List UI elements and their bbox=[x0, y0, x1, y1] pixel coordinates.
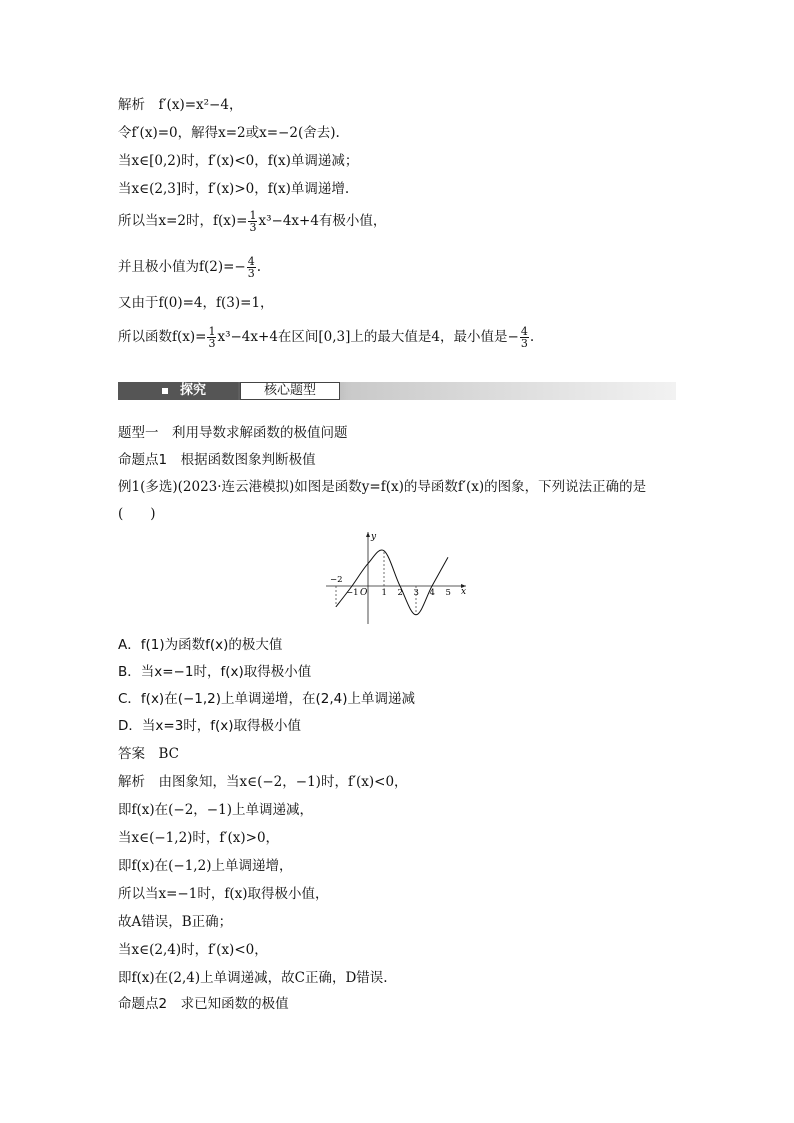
fraction-one-third bbox=[248, 210, 257, 233]
option-b: B．当x=−1时，f(x)取得极小值 bbox=[118, 664, 312, 680]
solution2-line8: 即f(x)在(2,4)上单调递减，故C正确，D错误. bbox=[118, 970, 388, 986]
answer-line: 答案 BC bbox=[118, 746, 180, 762]
solution2-line3: 当x∈(−1,2)时，f′(x)>0， bbox=[118, 830, 280, 846]
tick-labels bbox=[330, 575, 451, 598]
origin-label: O bbox=[360, 588, 368, 598]
point2-title: 命题点2 求已知函数的极值 bbox=[118, 996, 289, 1012]
banner-right-label: 核心题型 bbox=[240, 382, 340, 400]
solution1-line3: 当x∈[0,2)时，f′(x)<0，f(x)单调递减； bbox=[118, 153, 359, 169]
solution1-line2: 令f′(x)=0，解得x=2或x=−2(舍去). bbox=[118, 125, 340, 141]
solution2-line2: 即f(x)在(−2，−1)上单调递减， bbox=[118, 802, 313, 818]
tick-label: 4 bbox=[429, 588, 435, 598]
option-c: C．f(x)在(−1,2)上单调递增，在(2,4)上单调递减 bbox=[118, 691, 416, 707]
fraction-four-thirds bbox=[520, 326, 529, 349]
fraction-numerator: 4 bbox=[520, 325, 528, 338]
example1-line1: 例1(多选)(2023·连云港模拟)如图是函数y=f(x)的导函数f′(x)的图象，下列说法正确的是 bbox=[118, 479, 647, 495]
solution2-line1: 解析 由图象知，当x∈(−2，−1)时，f′(x)<0， bbox=[118, 774, 408, 790]
square-bullet-icon bbox=[162, 388, 168, 394]
solution1-line7: 又由于f(0)=4，f(3)=1， bbox=[118, 295, 274, 311]
tick-label: −2 bbox=[330, 575, 343, 585]
fraction-numerator: 1 bbox=[249, 209, 257, 222]
solution2-line7: 当x∈(2,4)时，f′(x)<0， bbox=[118, 942, 268, 958]
solution1-line8 bbox=[118, 326, 534, 349]
fraction-numerator: 4 bbox=[247, 255, 255, 268]
tick-label: 3 bbox=[413, 588, 419, 598]
y-axis-label: y bbox=[371, 532, 377, 542]
tick-label: 5 bbox=[445, 588, 451, 598]
fraction-one-third bbox=[207, 326, 216, 349]
solution1-line6-end: . bbox=[256, 259, 262, 275]
fraction-four-thirds bbox=[247, 256, 256, 279]
fraction-denominator: 3 bbox=[247, 267, 255, 280]
solution1-line1: 解析 f′(x)=x²−4， bbox=[118, 97, 243, 113]
fraction-numerator: 1 bbox=[208, 325, 216, 338]
solution1-line6-start: 并且极小值为f(2)=− bbox=[118, 259, 246, 275]
type-title: 题型一 利用导数求解函数的极值问题 bbox=[118, 425, 348, 441]
solution1-line8-end: . bbox=[529, 329, 535, 345]
section-banner bbox=[118, 382, 676, 400]
solution1-line5 bbox=[118, 210, 386, 233]
solution1-line8-middle: x³−4x+4在区间[0,3]上的最大值是4，最小值是− bbox=[217, 329, 519, 345]
banner-dark-block bbox=[118, 382, 238, 400]
option-d: D．当x=3时，f(x)取得极小值 bbox=[118, 718, 302, 734]
fraction-denominator: 3 bbox=[249, 221, 257, 234]
tick-label: −1 bbox=[346, 588, 359, 598]
solution2-line6: 故A错误，B正确； bbox=[118, 914, 233, 930]
x-axis-label: x bbox=[461, 587, 467, 597]
solution1-line8-start: 所以函数f(x)= bbox=[118, 329, 207, 345]
fraction-denominator: 3 bbox=[520, 337, 528, 350]
solution1-line6 bbox=[118, 256, 261, 279]
fraction-denominator: 3 bbox=[208, 337, 216, 350]
solution2-line4: 即f(x)在(−1,2)上单调递增， bbox=[118, 858, 293, 874]
y-axis-arrow-icon bbox=[366, 532, 370, 537]
tick-label: 1 bbox=[381, 588, 387, 598]
derivative-graph bbox=[320, 528, 470, 628]
solution2-line5: 所以当x=−1时，f(x)取得极小值， bbox=[118, 886, 329, 902]
solution1-line4: 当x∈(2,3]时，f′(x)>0，f(x)单调递增. bbox=[118, 181, 350, 197]
tick-label: 2 bbox=[397, 588, 403, 598]
derivative-curve bbox=[336, 550, 448, 615]
option-a: A．f(1)为函数f(x)的极大值 bbox=[118, 637, 283, 653]
banner-left-label: 探究 bbox=[180, 383, 207, 398]
solution1-line5-start: 所以当x=2时，f(x)= bbox=[118, 213, 248, 229]
solution1-line5-end: x³−4x+4有极小值， bbox=[258, 213, 387, 229]
point1-title: 命题点1 根据函数图象判断极值 bbox=[118, 452, 316, 468]
example1-line2: ( ) bbox=[118, 506, 156, 522]
